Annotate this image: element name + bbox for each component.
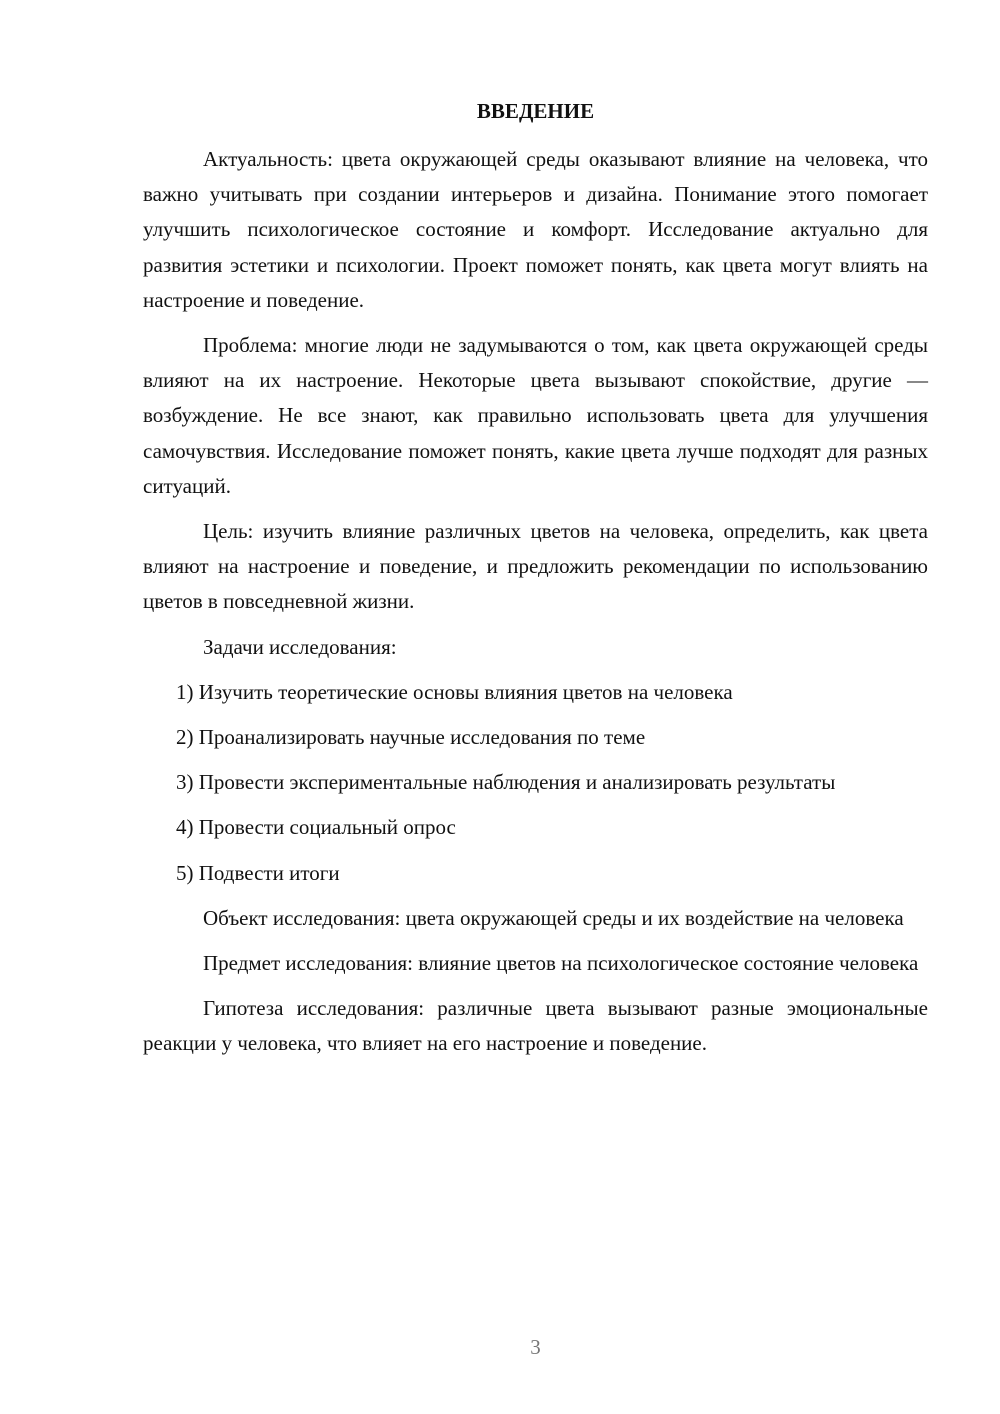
subject-paragraph: Предмет исследования: влияние цветов на психологическое состояние человека	[203, 951, 919, 976]
task-item-4: 4) Провести социальный опрос	[176, 815, 456, 840]
task-item-5: 5) Подвести итоги	[176, 860, 340, 885]
tasks-heading: Задачи исследования:	[203, 634, 397, 659]
hypothesis-paragraph: Гипотеза исследования: различные цвета вызывают разные эмоциональные реакции у человека, что влияет на его настроение и поведение.	[143, 996, 928, 1056]
object-paragraph: Объект исследования: цвета окружающей среды и их воздействие на человека	[203, 905, 904, 930]
page-title: ВВЕДЕНИЕ	[476, 99, 595, 123]
goal-paragraph: Цель: изучить влияние различных цветов на человека, определить, как цвета влияют на настроение и поведение, и предложить рекомендации по использованию цветов в повседневной жизни.	[143, 519, 928, 614]
task-item-2: 2) Проанализировать научные исследования по теме	[176, 725, 646, 750]
page-number: 3	[530, 1335, 541, 1359]
problem-paragraph: Проблема: многие люди не задумываются о том, как цвета окружающей среды влияют на их настроение. Некоторые цвета вызывают спокойствие, другие — возбуждение. Не все знают, как правильно использовать цвета для улучшения самочувствия. Исследование поможет понять, какие цвета лучше подходят для разных ситуаций.	[143, 333, 928, 498]
relevance-paragraph: Актуальность: цвета окружающей среды оказывают влияние на человека, что важно учитывать при создании интерьеров и дизайна. Понимание этого помогает улучшить психологическое состояние и комфорт. Исследование актуально для развития эстетики и психологии. Проект поможет понять, как цвета могут влиять на настроение и поведение.	[143, 147, 928, 312]
document-body	[143, 142, 928, 1072]
task-item-1: 1) Изучить теоретические основы влияния цветов на человека	[176, 679, 733, 704]
document-page	[143, 0, 928, 1414]
task-item-3: 3) Провести экспериментальные наблюдения и анализировать результаты	[176, 770, 836, 795]
